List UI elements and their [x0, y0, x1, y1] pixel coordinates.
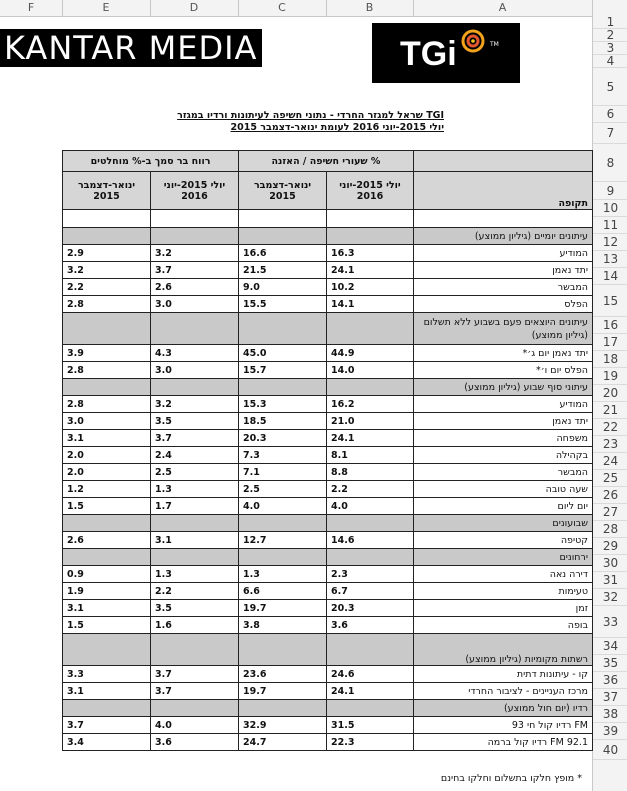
value-cell-d[interactable]: 2.6: [151, 279, 239, 296]
row-number[interactable]: 9: [593, 182, 627, 200]
shaded-cell[interactable]: [63, 634, 151, 666]
shaded-cell[interactable]: [327, 700, 414, 717]
value-cell-b[interactable]: 2.2: [327, 481, 414, 498]
value-cell-b[interactable]: 2.3: [327, 566, 414, 583]
column-header-d[interactable]: D: [150, 0, 239, 16]
tgi-logo: [372, 23, 520, 83]
section-row: [63, 634, 593, 666]
period-header-e[interactable]: ינואר-דצמבר 2015: [63, 172, 151, 210]
value-cell-c[interactable]: 1.3: [239, 566, 327, 583]
row-number[interactable]: 16: [593, 317, 627, 334]
section-label-line2: (גיליון ממוצע): [531, 329, 588, 341]
value-cell-e[interactable]: 1.5: [63, 617, 151, 634]
row-number[interactable]: 13: [593, 251, 627, 268]
section-label-cell[interactable]: רדיו (יום חול ממוצע): [414, 700, 593, 717]
row-number[interactable]: 37: [593, 689, 627, 706]
row-number[interactable]: 35: [593, 655, 627, 672]
value-cell-b[interactable]: 24.1: [327, 683, 414, 700]
table-row: [63, 396, 593, 413]
period-header-b[interactable]: יולי 2015-יוני 2016: [327, 172, 414, 210]
value-cell-d[interactable]: 1.6: [151, 617, 239, 634]
shaded-cell[interactable]: [151, 700, 239, 717]
value-cell-c[interactable]: 23.6: [239, 666, 327, 683]
value-cell-b[interactable]: 24.6: [327, 666, 414, 683]
row-label-cell[interactable]: המודיע: [414, 396, 593, 413]
section-label-cell[interactable]: [414, 313, 593, 345]
value-cell-b[interactable]: 24.1: [327, 430, 414, 447]
value-cell-d[interactable]: 4.0: [151, 717, 239, 734]
value-cell-b[interactable]: 8.8: [327, 464, 414, 481]
row-number[interactable]: 11: [593, 217, 627, 234]
value-cell-d[interactable]: 1.3: [151, 481, 239, 498]
value-cell-d[interactable]: 3.0: [151, 362, 239, 379]
value-cell-e[interactable]: 1.2: [63, 481, 151, 498]
shaded-cell[interactable]: [327, 515, 414, 532]
report-title-line2: יולי 2015-יוני 2016 לעומת ינואר-דצמבר 2015: [230, 122, 444, 133]
row-label-cell[interactable]: FM רדיו קול חי 93: [414, 717, 593, 734]
table-row: [63, 296, 593, 313]
row-number[interactable]: 4: [593, 55, 627, 68]
tgi-trademark: TM: [490, 41, 499, 48]
row-number[interactable]: 19: [593, 368, 627, 385]
row-label-cell[interactable]: טעימות: [414, 583, 593, 600]
value-cell-d[interactable]: 3.7: [151, 666, 239, 683]
table-row: [63, 362, 593, 379]
value-cell-d[interactable]: 3.0: [151, 296, 239, 313]
value-cell-c[interactable]: 45.0: [239, 345, 327, 362]
shaded-cell[interactable]: [151, 313, 239, 345]
shaded-cell[interactable]: [151, 379, 239, 396]
table-row: [63, 600, 593, 617]
section-label-cell[interactable]: שבועונים: [414, 515, 593, 532]
row-label-cell[interactable]: דירה נאה: [414, 566, 593, 583]
shaded-cell[interactable]: [239, 313, 327, 345]
value-cell-b[interactable]: 3.6: [327, 617, 414, 634]
row-number[interactable]: 20: [593, 385, 627, 402]
section-row: [63, 549, 593, 566]
row-label-cell[interactable]: הפלס: [414, 296, 593, 313]
blank-header-cell[interactable]: [414, 151, 593, 172]
row-number[interactable]: 25: [593, 470, 627, 487]
row-number[interactable]: 27: [593, 504, 627, 521]
row-number[interactable]: 18: [593, 351, 627, 368]
row-label-cell[interactable]: המבשר: [414, 464, 593, 481]
row-number[interactable]: 2: [593, 29, 627, 42]
row-label-cell[interactable]: בקהילה: [414, 447, 593, 464]
value-cell-e[interactable]: 0.9: [63, 566, 151, 583]
period-label-cell[interactable]: תקופה: [414, 172, 593, 210]
shaded-cell[interactable]: [239, 228, 327, 245]
footnote: * מופץ חלקו בתשלום וחלקו בחינם: [440, 773, 582, 784]
shaded-cell[interactable]: [63, 549, 151, 566]
value-cell-e[interactable]: 3.1: [63, 600, 151, 617]
row-number[interactable]: 31: [593, 572, 627, 589]
kantar-media-logo: KANTAR MEDIA: [0, 29, 262, 67]
row-number[interactable]: 36: [593, 672, 627, 689]
shaded-cell[interactable]: [151, 515, 239, 532]
shaded-cell[interactable]: [151, 634, 239, 666]
value-cell-c[interactable]: 20.3: [239, 430, 327, 447]
row-label-cell[interactable]: בופה: [414, 617, 593, 634]
row-number[interactable]: 28: [593, 521, 627, 538]
table-row: [63, 413, 593, 430]
value-cell-c[interactable]: 15.5: [239, 296, 327, 313]
row-number[interactable]: 5: [593, 68, 627, 106]
value-cell-c[interactable]: 24.7: [239, 734, 327, 751]
value-cell-e[interactable]: 2.8: [63, 296, 151, 313]
shaded-cell[interactable]: [239, 549, 327, 566]
value-cell-c[interactable]: 9.0: [239, 279, 327, 296]
row-number[interactable]: 21: [593, 402, 627, 419]
value-cell-d[interactable]: 2.2: [151, 583, 239, 600]
period-header-d[interactable]: יולי 2015-יוני 2016: [151, 172, 239, 210]
row-number[interactable]: 8: [593, 144, 627, 182]
section-label-cell[interactable]: רשתות מקומיות (גיליון ממוצע): [414, 634, 593, 666]
shaded-cell[interactable]: [63, 313, 151, 345]
shaded-cell[interactable]: [151, 228, 239, 245]
value-cell-c[interactable]: 4.0: [239, 498, 327, 515]
value-cell-c[interactable]: 7.3: [239, 447, 327, 464]
value-cell-e[interactable]: 2.9: [63, 245, 151, 262]
row-number[interactable]: 3: [593, 42, 627, 55]
table-row: [63, 262, 593, 279]
empty-cell[interactable]: [151, 210, 239, 228]
row-number[interactable]: 26: [593, 487, 627, 504]
row-number[interactable]: 23: [593, 436, 627, 453]
row-number[interactable]: 34: [593, 638, 627, 655]
column-header-f[interactable]: F: [0, 0, 63, 16]
section-label-cell[interactable]: עיתוני סוף שבוע (גיליון ממוצע): [414, 379, 593, 396]
column-header-c[interactable]: C: [238, 0, 327, 16]
value-cell-c[interactable]: 2.5: [239, 481, 327, 498]
report-title-line1: TGI שראל למגזר החרדי - נתוני חשיפה לעיתונות ורדיו במגזר: [177, 110, 444, 121]
row-number[interactable]: 30: [593, 555, 627, 572]
value-cell-b[interactable]: 16.3: [327, 245, 414, 262]
shaded-cell[interactable]: [327, 228, 414, 245]
row-label-cell[interactable]: יתד נאמן: [414, 262, 593, 279]
value-cell-b[interactable]: 44.9: [327, 345, 414, 362]
value-cell-b[interactable]: 21.0: [327, 413, 414, 430]
table-row: [63, 617, 593, 634]
value-cell-c[interactable]: 3.8: [239, 617, 327, 634]
row-number[interactable]: 24: [593, 453, 627, 470]
table-row: [63, 464, 593, 481]
value-cell-b[interactable]: 8.1: [327, 447, 414, 464]
table-row: [63, 481, 593, 498]
row-number[interactable]: 22: [593, 419, 627, 436]
value-cell-b[interactable]: 14.0: [327, 362, 414, 379]
row-label-cell[interactable]: FM 92.1 רדיו קול ברמה: [414, 734, 593, 751]
value-cell-b[interactable]: 22.3: [327, 734, 414, 751]
value-cell-e[interactable]: 3.9: [63, 345, 151, 362]
value-cell-d[interactable]: 3.5: [151, 413, 239, 430]
section-label-cell[interactable]: ירחונים: [414, 549, 593, 566]
value-cell-e[interactable]: 2.0: [63, 447, 151, 464]
value-cell-c[interactable]: 15.7: [239, 362, 327, 379]
value-cell-e[interactable]: 2.8: [63, 396, 151, 413]
value-cell-e[interactable]: 2.6: [63, 532, 151, 549]
value-cell-d[interactable]: 3.7: [151, 430, 239, 447]
select-all-corner[interactable]: [592, 0, 627, 16]
value-cell-b[interactable]: 31.5: [327, 717, 414, 734]
value-cell-b[interactable]: 14.1: [327, 296, 414, 313]
value-cell-b[interactable]: 20.3: [327, 600, 414, 617]
shaded-cell[interactable]: [239, 515, 327, 532]
shaded-cell[interactable]: [239, 379, 327, 396]
value-cell-c[interactable]: 6.6: [239, 583, 327, 600]
column-header-bar: [0, 0, 627, 17]
value-cell-c[interactable]: 32.9: [239, 717, 327, 734]
value-cell-d[interactable]: 3.2: [151, 245, 239, 262]
row-number[interactable]: 38: [593, 706, 627, 723]
row-number[interactable]: 14: [593, 268, 627, 285]
row-label-cell[interactable]: יום ליום: [414, 498, 593, 515]
value-cell-d[interactable]: 3.7: [151, 683, 239, 700]
table-row: [63, 430, 593, 447]
row-label-cell[interactable]: המבשר: [414, 279, 593, 296]
row-label-cell[interactable]: המודיע: [414, 245, 593, 262]
value-cell-c[interactable]: 21.5: [239, 262, 327, 279]
table-row: [63, 279, 593, 296]
value-cell-e[interactable]: 1.9: [63, 583, 151, 600]
row-number[interactable]: 33: [593, 606, 627, 638]
section-row: [63, 700, 593, 717]
row-number[interactable]: 40: [593, 740, 627, 760]
row-number[interactable]: 29: [593, 538, 627, 555]
table-row: [63, 583, 593, 600]
shaded-cell[interactable]: [327, 549, 414, 566]
value-cell-b[interactable]: 10.2: [327, 279, 414, 296]
value-cell-b[interactable]: 4.0: [327, 498, 414, 515]
row-number[interactable]: 17: [593, 334, 627, 351]
table-row: [63, 734, 593, 751]
value-cell-e[interactable]: 2.0: [63, 464, 151, 481]
shaded-cell[interactable]: [63, 515, 151, 532]
row-label-cell[interactable]: מרכז העניינים - לציבור החרדי: [414, 683, 593, 700]
value-cell-d[interactable]: 4.3: [151, 345, 239, 362]
value-cell-c[interactable]: 16.6: [239, 245, 327, 262]
shaded-cell[interactable]: [327, 634, 414, 666]
row-label-cell[interactable]: יתד נאמן: [414, 413, 593, 430]
value-cell-b[interactable]: 24.1: [327, 262, 414, 279]
value-cell-e[interactable]: 3.3: [63, 666, 151, 683]
row-number[interactable]: 10: [593, 200, 627, 217]
value-cell-d[interactable]: 2.5: [151, 464, 239, 481]
column-header-e[interactable]: E: [62, 0, 151, 16]
value-cell-e[interactable]: 3.1: [63, 683, 151, 700]
tgi-logo-text: TGi: [400, 35, 457, 73]
value-cell-c[interactable]: 15.3: [239, 396, 327, 413]
exposure-header[interactable]: שעורי חשיפה / האזנה %: [239, 151, 414, 172]
value-cell-d[interactable]: 1.3: [151, 566, 239, 583]
table-row: [63, 447, 593, 464]
value-cell-d[interactable]: 3.2: [151, 396, 239, 413]
period-header-c[interactable]: ינואר-דצמבר 2015: [239, 172, 327, 210]
value-cell-d[interactable]: 3.5: [151, 600, 239, 617]
section-label-line1: עיתונים היוצאים פעם בשבוע ללא תשלום: [423, 316, 588, 328]
row-number[interactable]: 7: [593, 123, 627, 144]
value-cell-d[interactable]: 3.1: [151, 532, 239, 549]
section-label-cell[interactable]: עיתונים יומיים (גיליון ממוצע): [414, 228, 593, 245]
shaded-cell[interactable]: [239, 700, 327, 717]
row-label-cell[interactable]: קו - עיתונות דתית: [414, 666, 593, 683]
value-cell-c[interactable]: 19.7: [239, 683, 327, 700]
table-row: [63, 666, 593, 683]
section-row: [63, 228, 593, 245]
empty-cell[interactable]: [239, 210, 327, 228]
shaded-cell[interactable]: [63, 228, 151, 245]
row-label-cell[interactable]: משפחה: [414, 430, 593, 447]
table-row: [63, 345, 593, 362]
shaded-cell[interactable]: [63, 379, 151, 396]
table-row: [63, 245, 593, 262]
row-label-cell[interactable]: זמן: [414, 600, 593, 617]
value-cell-d[interactable]: 2.4: [151, 447, 239, 464]
value-cell-c[interactable]: 7.1: [239, 464, 327, 481]
shaded-cell[interactable]: [239, 634, 327, 666]
table-row: [63, 566, 593, 583]
table-row: [63, 683, 593, 700]
value-cell-e[interactable]: 3.7: [63, 717, 151, 734]
row-label-cell[interactable]: קטיפה: [414, 532, 593, 549]
value-cell-b[interactable]: 16.2: [327, 396, 414, 413]
row-number[interactable]: 15: [593, 285, 627, 317]
data-table: [62, 150, 593, 751]
row-number[interactable]: 1: [593, 16, 627, 29]
column-header-a[interactable]: A: [413, 0, 593, 16]
row-number[interactable]: 39: [593, 723, 627, 740]
value-cell-e[interactable]: 2.8: [63, 362, 151, 379]
shaded-cell[interactable]: [327, 379, 414, 396]
shaded-cell[interactable]: [327, 313, 414, 345]
empty-cell[interactable]: [327, 210, 414, 228]
value-cell-e[interactable]: 3.4: [63, 734, 151, 751]
row-label-cell[interactable]: שעה טובה: [414, 481, 593, 498]
value-cell-b[interactable]: 14.6: [327, 532, 414, 549]
value-cell-e[interactable]: 3.0: [63, 413, 151, 430]
value-cell-e[interactable]: 1.5: [63, 498, 151, 515]
row-label-cell[interactable]: הפלס יום ו׳*: [414, 362, 593, 379]
row-header-bar: [592, 16, 627, 791]
section-row: [63, 515, 593, 532]
row-number[interactable]: 12: [593, 234, 627, 251]
column-header-b[interactable]: B: [326, 0, 414, 16]
empty-cell[interactable]: [63, 210, 151, 228]
value-cell-d[interactable]: 3.7: [151, 262, 239, 279]
shaded-cell[interactable]: [63, 700, 151, 717]
row-number[interactable]: 6: [593, 106, 627, 123]
row-number[interactable]: 32: [593, 589, 627, 606]
value-cell-e[interactable]: 3.1: [63, 430, 151, 447]
value-cell-c[interactable]: 18.5: [239, 413, 327, 430]
value-cell-e[interactable]: 2.2: [63, 279, 151, 296]
value-cell-c[interactable]: 12.7: [239, 532, 327, 549]
value-cell-b[interactable]: 6.7: [327, 583, 414, 600]
value-cell-c[interactable]: 19.7: [239, 600, 327, 617]
value-cell-e[interactable]: 3.2: [63, 262, 151, 279]
value-cell-d[interactable]: 1.7: [151, 498, 239, 515]
table-row: [63, 532, 593, 549]
section-row: [63, 379, 593, 396]
shaded-cell[interactable]: [151, 549, 239, 566]
value-cell-d[interactable]: 3.6: [151, 734, 239, 751]
table-row: [63, 498, 593, 515]
empty-cell[interactable]: [414, 210, 593, 228]
abs-margin-header[interactable]: רווח בר סמך ב-% מוחלטים: [63, 151, 239, 172]
table-row: [63, 717, 593, 734]
section-row: [63, 313, 593, 345]
row-label-cell[interactable]: יתד נאמן יום ג׳*: [414, 345, 593, 362]
